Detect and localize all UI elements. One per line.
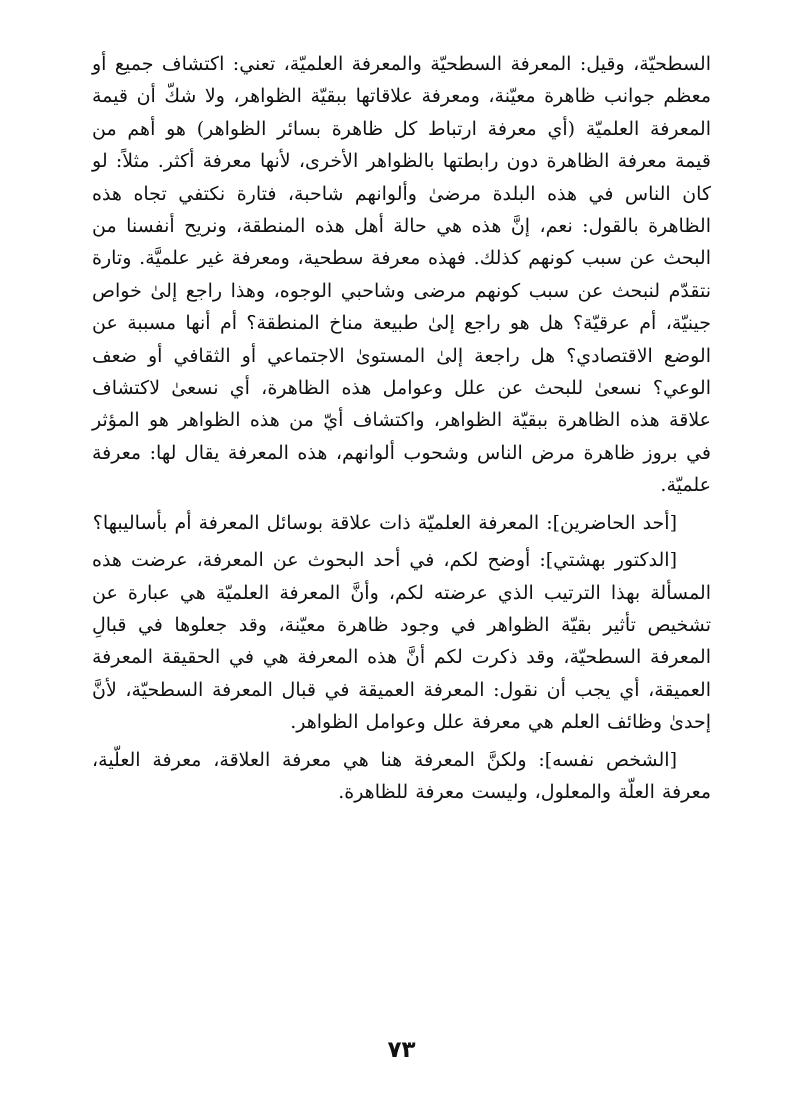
page-body-text <box>92 48 711 808</box>
paragraph-attendee-question: [أحد الحاضرين]: المعرفة العلميّة ذات علاقة بوسائل المعرفة أم بأساليبها؟ <box>92 511 677 534</box>
paragraph-same-person-remark: [الشخص نفسه]: ولكنَّ المعرفة هنا هي معرفة العلاقة، معرفة العلّية، معرفة العلّة والمعلول، وليست معرفة للظاهرة. <box>92 748 711 803</box>
paragraph-beheshti-answer: [الدكتور بهشتي]: أوضح لكم، في أحد البحوث عن المعرفة، عرضت هذه المسألة بهذا الترتيب الذي عرضته لكم، وأنَّ المعرفة العلميّة هي عبارة عن تشخيص تأثير بقيّة الظواهر في وجود ظاهرة معيّنة، وقد جعلوها في قبالِ المعرفة السطحيّة، وقد ذكرت لكم أنَّ هذه المعرفة هي في الحقيقة المعرفة العميقة، أي يجب أن نقول: المعرفة العميقة في قبال المعرفة السطحيّة، لأنَّ إحدىٰ وظائف العلم هي معرفة علل وعوامل الظواهر. <box>92 549 711 734</box>
page-number: ٧٣ <box>387 1037 416 1063</box>
paragraph-scientific-knowledge: السطحيّة، وقيل: المعرفة السطحيّة والمعرفة العلميّة، تعني: اكتشاف جميع أو معظم جوانب ظاهرة معيّنة، ومعرفة علاقاتها ببقيّة الظواهر، ولا شكّ أن قيمة المعرفة العلميّة (أي معرفة ارتباط كل ظاهرة بسائر الظواهر) هو أهم من قيمة معرفة الظاهرة دون رابطتها بالظواهر الأخرى، لأنها معرفة أكثر. مثلاً: لو كان الناس في هذه البلدة مرضىٰ وألوانهم شاحبة، فتارة نكتفي تجاه هذه الظاهرة بالقول: نعم، إنَّ هذه هي حالة أهل هذه المنطقة، ونريح أنفسنا من البحث عن سبب كونهم كذلك. فهذه معرفة سطحية، ومعرفة غير علميَّة. وتارة نتقدّم لنبحث عن سبب كونهم مرضى وشاحبي الوجوه، وهذا راجع إلىٰ خواص جينيّة، أم عرقيّة؟ هل هو راجع إلىٰ طبيعة مناخ المنطقة؟ أم أنها مسببة عن الوضع الاقتصادي؟ هل راجعة إلىٰ المستوىٰ الاجتماعي أو الثقافي أو ضعف الوعي؟ نسعىٰ للبحث عن علل وعوامل هذه الظاهرة، أي نسعىٰ لاكتشاف علاقة هذه الظاهرة ببقيّة الظواهر، واكتشاف أيّ من هذه الظواهر هو المؤثر في بروز ظاهرة مرض الناس وشحوب ألوانهم، هذه المعرفة يقال لها: معرفة علميّة. <box>92 53 711 497</box>
